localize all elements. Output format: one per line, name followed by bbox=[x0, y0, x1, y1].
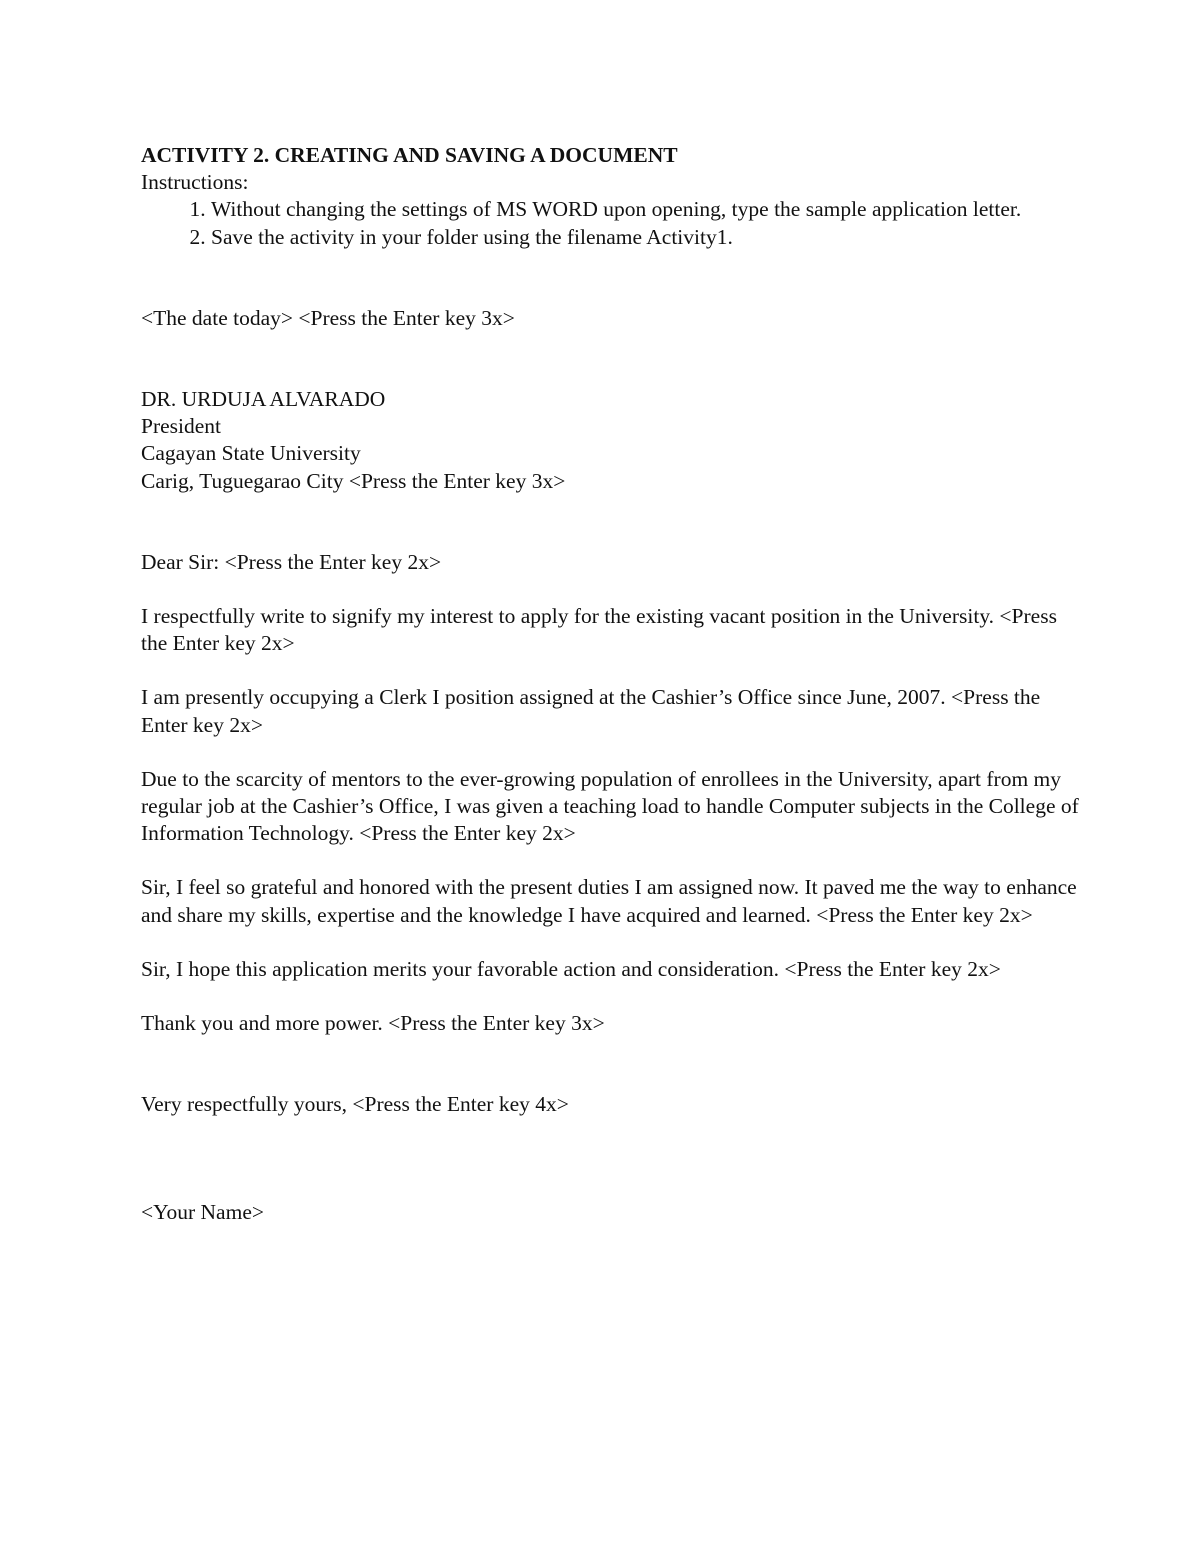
instructions-label: Instructions: bbox=[141, 170, 249, 195]
letter-paragraph: Due to the scarcity of mentors to the ever-growing population of enrollees in the University, apart from my regular job at the Cashier’s Office, I was given a teaching load to handle Computer subjects in the College of Information Technology. <Press the Enter key 2x> bbox=[141, 766, 1079, 846]
instruction-item: 2. Save the activity in your folder using the filename Activity1. bbox=[211, 224, 1081, 251]
instructions-list bbox=[141, 196, 1081, 250]
letter-date-line: <The date today> <Press the Enter key 3x> bbox=[141, 305, 515, 330]
recipient-name: DR. URDUJA ALVARADO bbox=[141, 387, 386, 412]
letter-salutation: Dear Sir: <Press the Enter key 2x> bbox=[141, 549, 442, 574]
instruction-item: 1. Without changing the settings of MS WORD upon opening, type the sample application letter. bbox=[211, 196, 1081, 223]
letter-closing: Very respectfully yours, <Press the Enter key 4x> bbox=[141, 1092, 569, 1117]
document-page bbox=[141, 142, 1081, 1227]
recipient-address: Carig, Tuguegarao City <Press the Enter key 3x> bbox=[141, 468, 566, 493]
recipient-title: President bbox=[141, 414, 222, 439]
letter-paragraph: Sir, I hope this application merits your favorable action and consideration. <Press the Enter key 2x> bbox=[141, 956, 1001, 981]
letter-thanks: Thank you and more power. <Press the Enter key 3x> bbox=[141, 1011, 605, 1036]
letter-paragraph: Sir, I feel so grateful and honored with the present duties I am assigned now. It paved me the way to enhance and share my skills, expertise and the knowledge I have acquired and learned. <Press the Enter key 2x> bbox=[141, 875, 1077, 927]
letter-signature: <Your Name> bbox=[141, 1200, 264, 1225]
recipient-block bbox=[141, 386, 1081, 495]
activity-title: ACTIVITY 2. CREATING AND SAVING A DOCUMENT bbox=[141, 143, 678, 167]
letter-paragraph: I respectfully write to signify my interest to apply for the existing vacant position in the University. <Press the Enter key 2x> bbox=[141, 604, 1057, 656]
recipient-institution: Cagayan State University bbox=[141, 441, 361, 466]
letter-paragraph: I am presently occupying a Clerk I position assigned at the Cashier’s Office since June, 2007. <Press the Enter key 2x> bbox=[141, 685, 1041, 737]
